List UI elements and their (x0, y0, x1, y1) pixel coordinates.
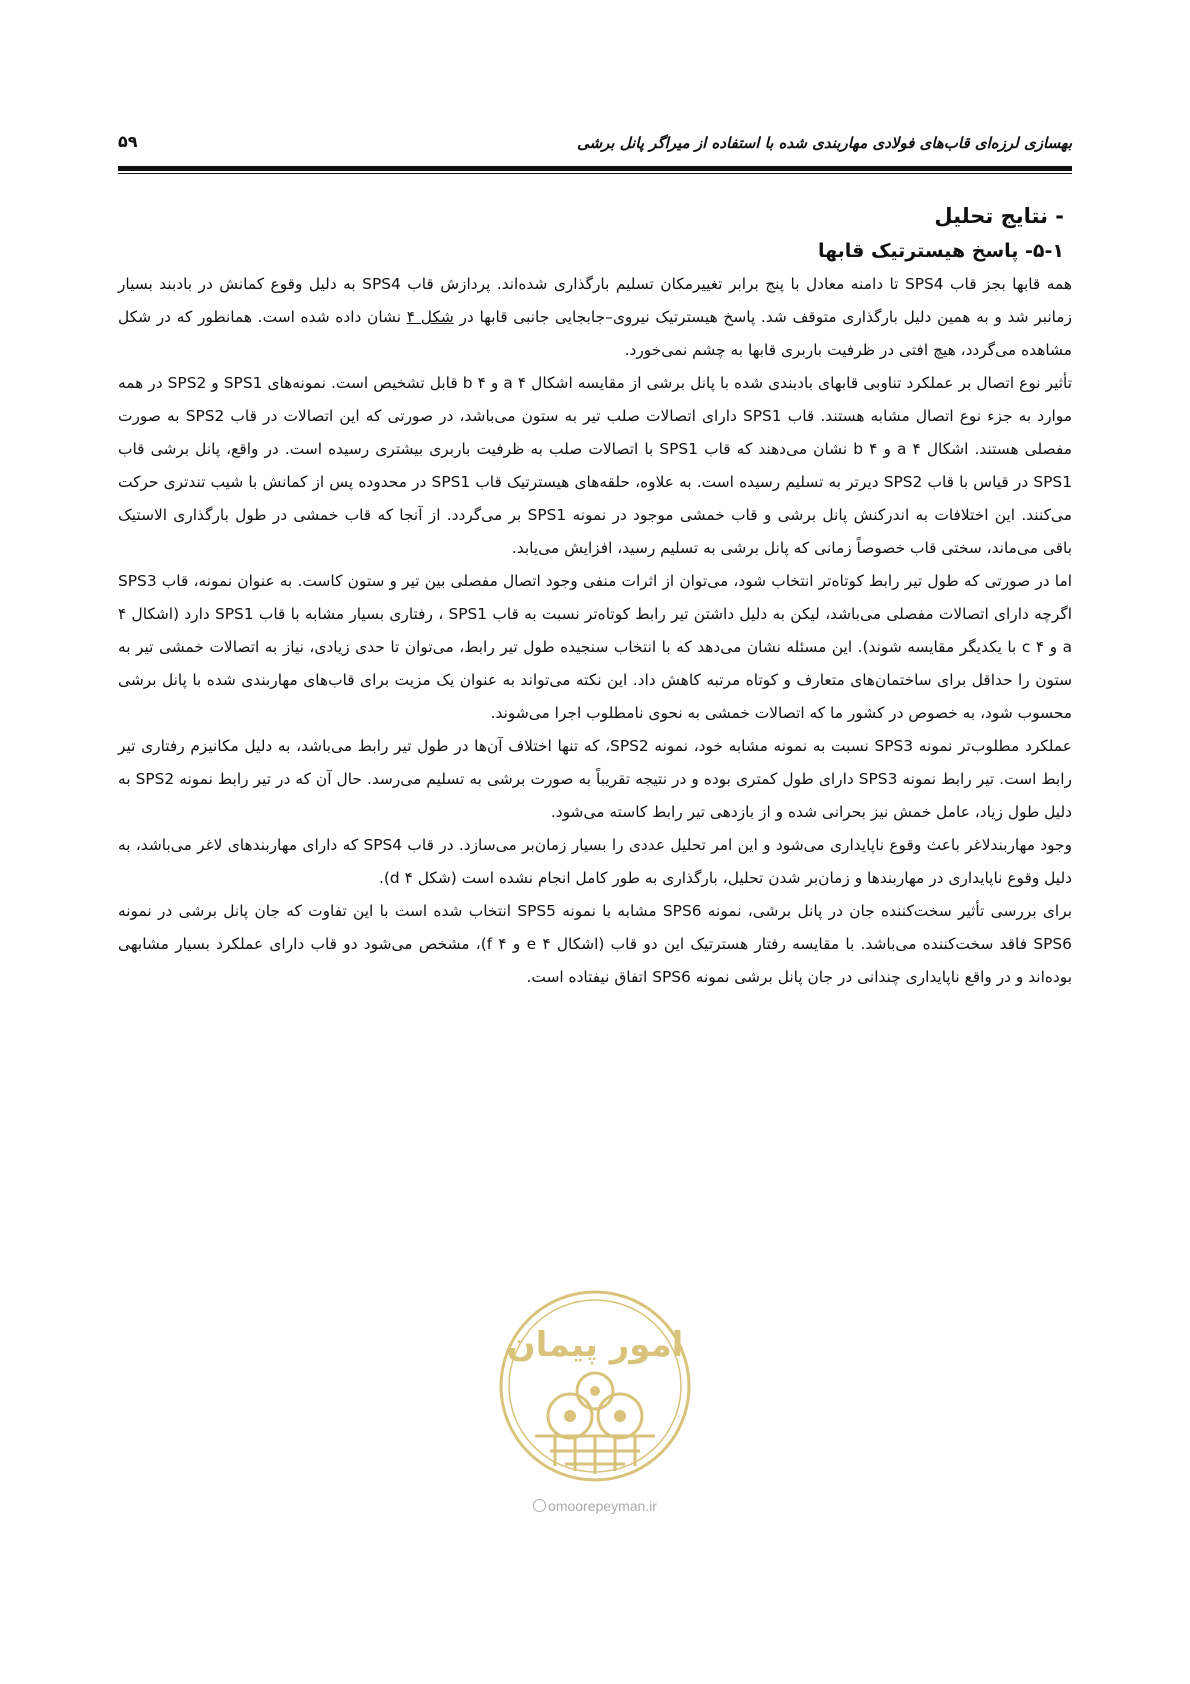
main-content (118, 204, 1072, 994)
subsection-heading: ۵-۱- پاسخ هیسترتیک قابها (817, 240, 1064, 262)
header-title: بهسازی لرزه‌ای قاب‌های فولادی مهاربندی شده با استفاده از میراگر پانل برشی (576, 134, 1072, 152)
header-rule (118, 166, 1072, 171)
watermark-logo-text: امور پیمان (506, 1325, 684, 1365)
running-header (118, 128, 1072, 164)
page-number: ۵۹ (118, 132, 138, 151)
globe-icon (533, 1499, 546, 1512)
paragraph-2: تأثیر نوع اتصال بر عملکرد تناوبی قابهای بادبندی شده با پانل برشی از مقایسه اشکال ۴ a و ۴ b قابل تشخیص است. نمونه‌های SPS1 و SPS2 در همه موارد به جزء نوع اتصال مشابه هستند. قاب SPS1 دارای اتصالات صلب تیر به ستون می‌باشد، در صورتی که این اتصالات در قاب SPS2 به صورت مفصلی هستند. اشکال ۴ a و ۴ b نشان می‌دهند که قاب SPS1 با اتصالات صلب به ظرفیت باربری بیشتری رسیده است. در واقع، پانل برشی قاب SPS1 در قیاس با قاب SPS2 دیرتر به تسلیم رسیده است. به علاوه، حلقه‌های هیسترتیک قاب SPS1 در محدوده پس از کمانش با شیب تندتری حرکت می‌کنند. این اختلافات به اندرکنش پانل برشی و قاب خمشی موجود در نمونه SPS1 بر می‌گردد. از آنجا که قاب خمشی در طول بارگذاری الاستیک باقی می‌ماند، سختی قاب خصوصاً زمانی که پانل برشی به تسلیم رسید، افزایش می‌یابد. (118, 374, 1072, 557)
paragraph-1 (118, 268, 1072, 367)
paragraph-3: اما در صورتی که طول تیر رابط کوتاه‌تر انتخاب شود، می‌توان از اثرات منفی وجود اتصال مفصلی بین تیر و ستون کاست. به عنوان نمونه، قاب SPS3 اگرچه دارای اتصالات مفصلی می‌باشد، لیکن به دلیل داشتن تیر رابط کوتاه‌تر نسبت به قاب SPS1 ، رفتاری بسیار مشابه با قاب SPS1 دارد (اشکال ۴ a و ۴ c با یکدیگر مقایسه شوند). این مسئله نشان می‌دهد که با انتخاب سنجیده طول تیر رابط، می‌توان تا حدی زیادی، نیاز به اتصالات خمشی تیر به ستون را حداقل برای ساختمان‌های متعارف و کوتاه مرتبه کاهش داد. این نکته می‌تواند به عنوان یک مزیت برای قاب‌های مهاربندی شده با پانل برشی محسوب شود، به خصوص در کشور ما که اتصالات خمشی به نحوی نامطلوب اجرا می‌شوند. (118, 572, 1072, 722)
paragraph-4: عملکرد مطلوب‌تر نمونه SPS3 نسبت به نمونه مشابه خود، نمونه SPS2، که تنها اختلاف آن‌ها در طول تیر رابط می‌باشد، به دلیل مکانیزم رفتاری تیر رابط است. تیر رابط نمونه SPS3 دارای طول کمتری بوده و در نتیجه تقریباً به صورت برشی به تسلیم می‌رسد. حال آن که در تیر رابط نمونه SPS2 به دلیل طول زیاد، عامل خمش نیز بحرانی شده و از بازدهی تیر رابط کاسته می‌شود. (118, 737, 1072, 821)
footer-website-text: omoorepeyman.ir (548, 1498, 657, 1514)
paragraph-6: برای بررسی تأثیر سخت‌کننده جان در پانل برشی، نمونه SPS6 مشابه با نمونه SPS5 انتخاب شده است با این تفاوت که جان پانل برشی در نمونه SPS6 فاقد سخت‌کننده می‌باشد. با مقایسه رفتار هسترتیک این دو قاب (اشکال ۴ e و ۴ f)، مشخص می‌شود دو قاب دارای عملکرد بسیار مشابهی بوده‌اند و در واقع ناپایداری چندانی در جان پانل برشی نمونه SPS6 اتفاق نیفتاده است. (118, 902, 1072, 986)
watermark-logo-icon (495, 1286, 695, 1486)
figure-reference-link[interactable]: شکل ۴ (406, 308, 454, 326)
paragraph-1-text-b: نشان داده شده است. همانطور که در شکل مشاهده می‌گردد، هیچ افتی در ظرفیت باربری قابها به چشم نمی‌خورد. (118, 308, 1072, 359)
paragraph-5: وجود مهاربندلاغر باعث وقوع ناپایداری می‌شود و این امر تحلیل عددی را بسیار زمان‌بر می‌سازد. در قاب SPS4 که دارای مهاربندهای لاغر می‌باشد، به دلیل وقوع ناپایداری در مهاربندها و زمان‌بر شدن تحلیل، بارگذاری به طور کامل انجام نشده است (شکل ۴ d). (118, 836, 1073, 887)
footer-website (0, 1498, 1190, 1514)
section-heading: - نتایج تحلیل (934, 204, 1064, 228)
paragraph-1-text-a: همه قابها بجز قاب SPS4 تا دامنه معادل با پنج برابر تغییرمکان تسلیم بارگذاری شده‌اند. پردازش قاب SPS4 به دلیل وقوع کمانش در بادبند بسیار زمانبر شد و به همین دلیل بارگذاری متوقف شد. پاسخ هیسترتیک نیروی–جابجایی جانبی قابها در (118, 275, 1072, 326)
